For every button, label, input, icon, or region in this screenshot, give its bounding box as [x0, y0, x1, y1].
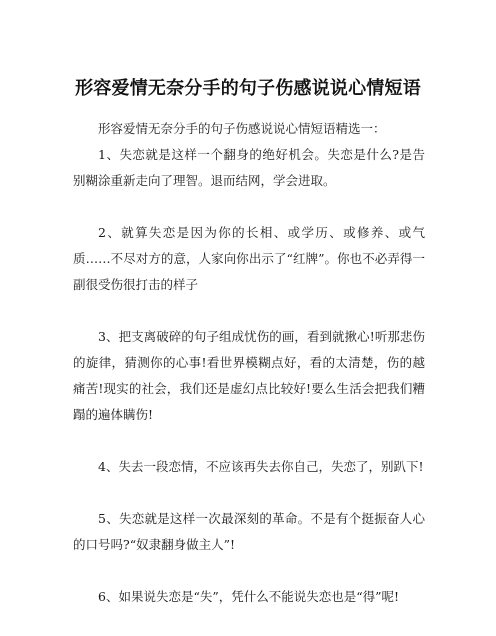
- intro-paragraph: 形容爱情无奈分手的句子伤感说说心情短语精选一：: [98, 121, 386, 136]
- paragraph-3: 3、把支离破碎的句子组成忧伤的画，看到就揪心!听那悲伤的旋律，猜测你的心事!看世界模糊点好，看的太清楚，伤的越痛苦!现实的社会，我们还是虚幻点比较好!要么生活会把我们糟蹋的遍体瞒伤!: [73, 329, 425, 422]
- document-title: 形容爱情无奈分手的句子伤感说说心情短语: [75, 78, 421, 99]
- paragraph-6: 6、如果说失恋是“失”，凭什么不能说失恋也是“得”呢!: [98, 589, 400, 604]
- paragraph-1: 1、失恋就是这样一个翻身的绝好机会。失恋是什么?是告别糊涂重新走向了理智。退而结网，学会进取。: [73, 147, 425, 188]
- paragraph-4: 4、失去一段恋情，不应该再失去你自己，失恋了，别趴下!: [98, 459, 424, 474]
- paragraph-2: 2、就算失恋是因为你的长相、或学历、或修养、或气质……不尽对方的意，人家向你出示了“红牌”。你也不必弄得一副很受伤很打击的样子: [73, 225, 425, 292]
- paragraph-5: 5、失恋就是这样一次最深刻的革命。不是有个挺振奋人心的口号吗?“奴隶翻身做主人”!: [73, 511, 425, 552]
- document-body: [73, 116, 425, 636]
